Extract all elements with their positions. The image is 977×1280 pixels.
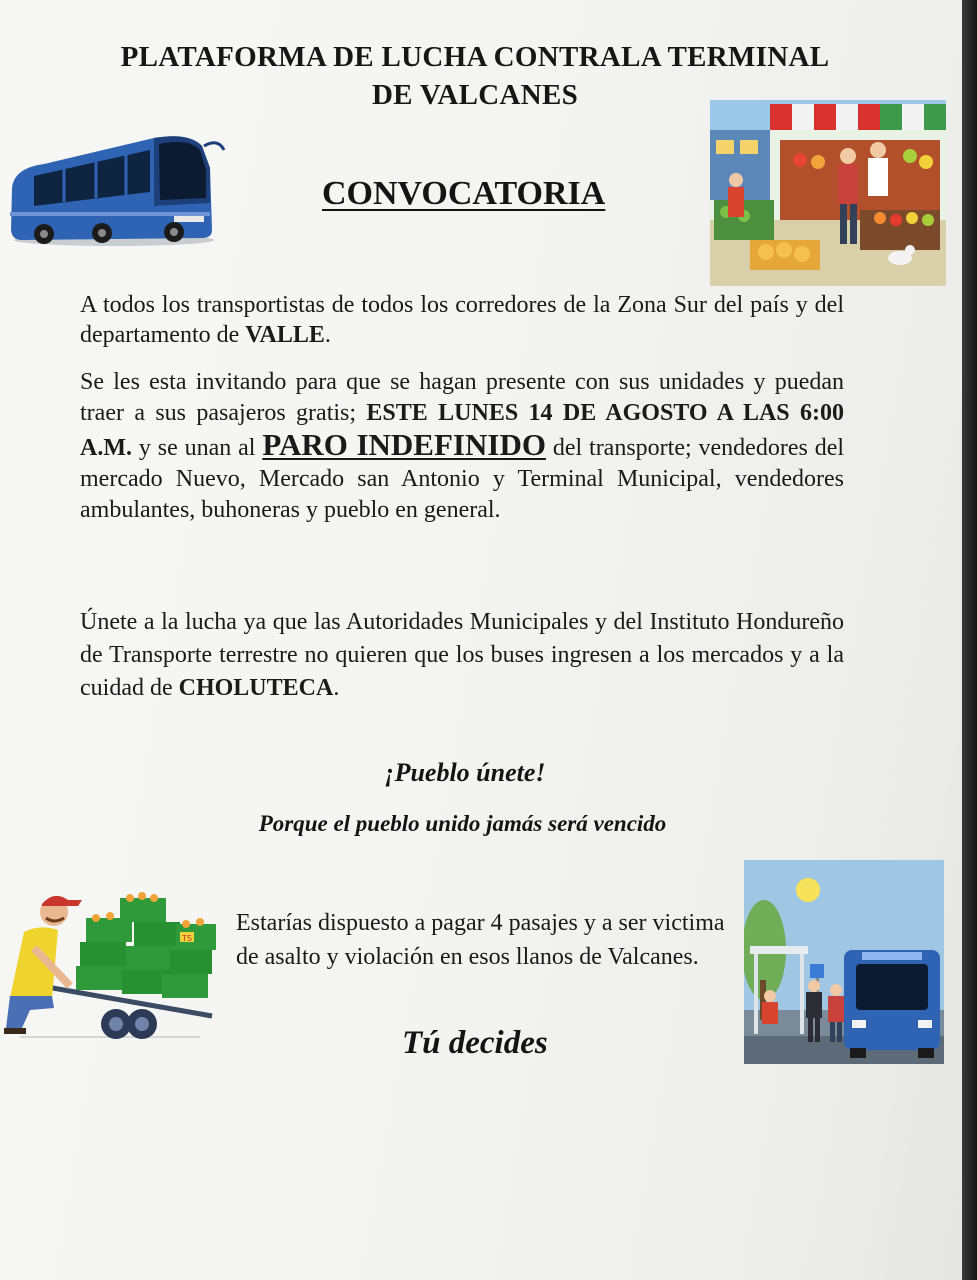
paragraph-transportistas [80, 290, 844, 350]
closing-tu-decides: Tú decides [402, 1025, 548, 1061]
bus-illustration [4, 128, 226, 250]
p2-text3: del transporte; vendedores del mercado Nuevo, Mercado san Antonio y Terminal Municipal, vendedores ambulantes, buhoneras y pueblo en general. [80, 435, 845, 523]
market-illustration [710, 100, 946, 286]
market-awning [770, 104, 946, 130]
cart-worker-illustration [0, 888, 222, 1048]
header-title-line1: PLATAFORMA DE LUCHA CONTRALA TERMINAL [120, 41, 830, 73]
p2-paro-indefinido: PARO INDEFINIDO [262, 427, 546, 462]
slogan-pueblo-unido: Porque el pueblo unido jamás será vencido [258, 811, 667, 836]
p2-text2: y se unan al [131, 435, 263, 461]
p3-bold-choluteca: CHOLUTECA [178, 675, 334, 701]
bus-stop-illustration [744, 860, 944, 1064]
p2-bold-date: ESTE LUNES 14 DE AGOSTO A LAS 6:00 A.M. [80, 400, 844, 461]
convocatoria-title: CONVOCATORIA [322, 175, 606, 212]
p1-bold-valle: VALLE [245, 322, 325, 348]
p2-text1: Se les esta invitando para que se hagan presente con sus unidades y puedan traer a sus pasajeros gratis; [80, 369, 844, 426]
p1-text: A todos los transportistas de todos los corredores de la Zona Sur del país y del departamento de [80, 292, 844, 348]
p1-end: . [324, 322, 331, 348]
paragraph-unete [80, 606, 844, 705]
p3-text: Únete a la lucha ya que las Autoridades Municipales y del Instituto Hondureño de Transporte terrestre no quieren que los buses ingresen a los mercados y a la cuidad de [80, 609, 844, 701]
paragraph-pasajes: Estarías dispuesto a pagar 4 pasajes y a ser victima de asalto y violación en esos llanos de Valcanes. [236, 910, 725, 970]
p3-end: . [333, 675, 340, 701]
header-title-line2: DE VALCANES [371, 79, 579, 111]
crate-label: TS [182, 934, 192, 943]
background-edge [962, 0, 977, 1280]
paragraph-invitacion [80, 367, 844, 526]
slogan-pueblo-unete: ¡Pueblo únete! [384, 758, 546, 787]
crate-stack [76, 892, 216, 998]
